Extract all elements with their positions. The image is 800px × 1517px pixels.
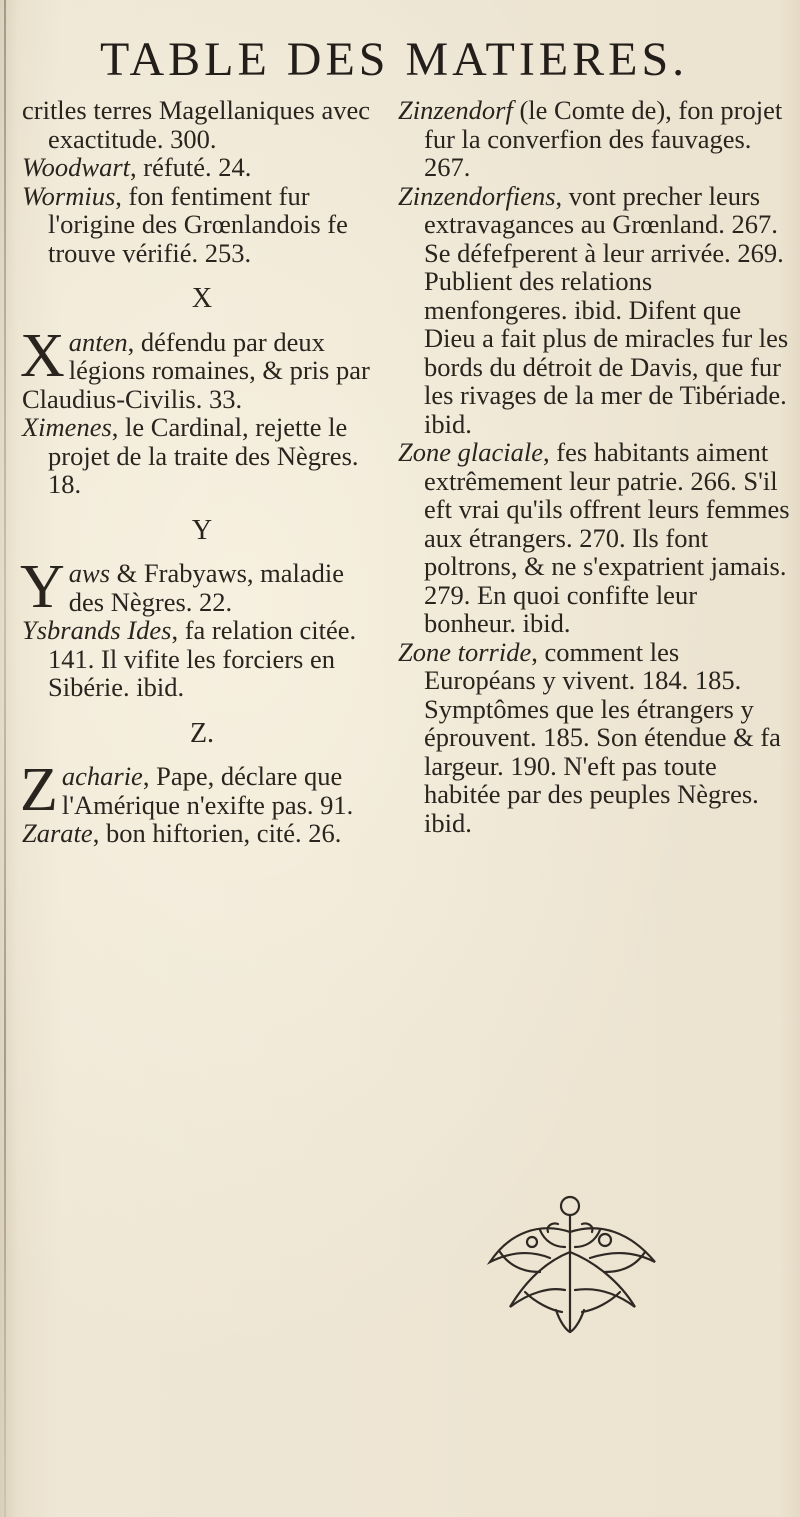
entry-text: , fa relation citée. 141. Il vifite les forciers en Sibérie. ibid. (48, 615, 357, 702)
entry-text: , défendu par deux légions romaines, & pris par Claudius-Civilis. 33. (22, 326, 370, 414)
entry-head: Zone glaciale (398, 437, 543, 467)
index-entry (398, 438, 790, 638)
entry-head: Wormius (22, 180, 116, 211)
entry-head: anten (68, 326, 128, 357)
index-entry (398, 638, 790, 838)
entry-head: Zone torride (398, 636, 532, 667)
left-column (22, 96, 382, 848)
entry-head: Zinzendorfiens (398, 180, 556, 211)
entry-text: , Pape, déclare que l'Amérique n'exifte pas. 91. (61, 761, 354, 820)
right-column (398, 96, 790, 837)
entry-text: , comment les Européans y vivent. 184. 185. Symptômes que les étrangers y éprouvent. 185. Son étendue & fa largeur. 190. N'eft pas toute habitée par des peuples Nègres. ibid. (424, 636, 781, 838)
drop-cap: Z (20, 756, 58, 824)
entry-text: , fon fentiment fur l'origine des Grœnlandois fe trouve vérifié. 253. (48, 180, 348, 268)
index-entry (20, 756, 382, 824)
entry-head: Ysbrands Ides (22, 615, 172, 645)
index-entry (22, 182, 382, 268)
index-entry (22, 616, 382, 702)
entry-text: , fes habitants aiment extrêmement leur patrie. 266. S'il eft vrai qu'ils offrent leurs femmes aux étrangers. 270. Ils font poltrons, & ne s'expatrient jamais. 279. En quoi confifte leur bonheur. ibid. (424, 437, 790, 638)
entry-text: critles terres Magellaniques avec exactitude. 300. (22, 95, 371, 154)
index-entry (398, 182, 790, 439)
index-entry (20, 553, 382, 621)
binding-edge (4, 0, 6, 1517)
entry-text: , vont precher leurs extravagances au Grœnland. 267. Se défefperent à leur arrivée. 269. Publient des relations menfongeres. ibid. Difent que Dieu a fait plus de miracles fur les bords du détroit de Davis, que fur les rivages de la mer de Tibériade. ibid. (424, 180, 789, 439)
entry-head: acharie (61, 761, 143, 791)
index-entry (20, 321, 382, 414)
section-letter-y: Y (191, 514, 213, 546)
entry-head: Woodwart (22, 152, 130, 182)
page-title: TABLE DES MATIERES. (100, 33, 689, 86)
section-letter-z: Z. (189, 717, 215, 749)
entry-head: Ximenes (22, 412, 112, 442)
index-entry (22, 819, 382, 848)
entry-text: , le Cardinal, rejette le projet de la traite des Nègres. 18. (48, 412, 359, 499)
entry-head: Zarate (22, 818, 93, 848)
entry-text: (le Comte de), fon projet fur la converfion des fauvages. 267. (424, 95, 783, 182)
entry-head: aws (68, 558, 111, 588)
section-letter-x: X (191, 283, 213, 314)
drop-cap: Y (20, 553, 65, 621)
index-entry (398, 96, 790, 182)
index-entry (22, 153, 382, 182)
drop-cap: X (20, 321, 65, 390)
floral-tailpiece-icon (470, 1192, 680, 1342)
index-entry (22, 96, 382, 153)
entry-text: , réfuté. 24. (130, 152, 252, 182)
entry-text: & Frabyaws, maladie des Nègres. 22. (68, 558, 345, 617)
index-entry (22, 413, 382, 499)
entry-head: Zinzendorf (398, 95, 513, 125)
entry-text: , bon hiftorien, cité. 26. (92, 818, 342, 848)
